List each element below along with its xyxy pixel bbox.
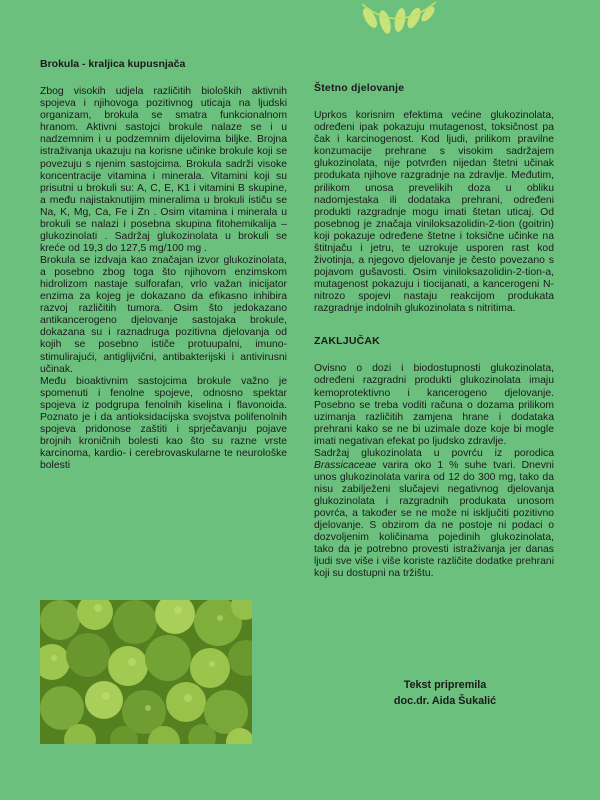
conclusion-paragraph-2: Sadržaj glukozinolata u povrću iz porodica Brassicaceae varira oko 1 % suhe tvari. Dnevni unos glukozinolata varira od 12 do 300 mg, tako da nisu zabilježeni slučajevi negativnog djelovanja glukozinolata i razgradnih produkata unosom povrća, a također se ne može ni isključiti pozitivno djelovanje. S obzirom da ne postoje ni podaci o dozvoljenim količinama pojedinih glukozinolata, tako da je potrebno provesti istraživanja jer danas ljudi sve više i više koriste različite dodatke prehrani koji su dostupni na tržištu. — [314, 447, 554, 580]
leaf-decoration-icon — [352, 0, 442, 42]
credits-label: Tekst pripremila — [403, 679, 487, 691]
author-credits — [370, 677, 520, 709]
author-name: doc.dr. Aida Šukalić — [393, 695, 497, 708]
brassicaceae-term: Brassicaceae — [314, 459, 377, 471]
harmful-effects-paragraph: Uprkos korisnim efektima većine glukozinolata, određeni ipak pokazuju mutagenost, toksičnost pa čak i karcinogenost. Kod ljudi, prilikom pravilne konzumacije prehrane s visokim sadržajem glukozinolata, nije potvrđen nijedan štetni učinak produkata njihove razgradnje na zdravlje. Međutim, prilikom unosa prevelikih doza u obliku nadomjestaka ili dodataka prehrani, određeni produkti razgradnje mogu imati štetan uticaj. Od posebnog je značaja viniloksazolidin-2-tion (goitrin) koji pokazuje određene štetne i toksične učinke na štitnjaču i jetru, te uzrokuje usporen rast kod životinja, a njegovo djelovanje je često povezano s pojavom gušavosti. Osim viniloksazolidin-2-tion-a, mutagenost pokazuju i tiocijanati, a kancerogeni N-nitrozo spojevi nastaju reakcijom produkata razgradnje indolnih glukozinolata s nitritima. — [314, 110, 554, 315]
intro-paragraph: Zbog visokih udjela različitih bioloških aktivnih spojeva i njihovoga pozitivnog uticaja na ljudski organizam, brokula se smatra funkcionalnom hranom. Aktivni sastojci brokule nalaze se i u nadzemnim i u podzemnim dijelovima biljke. Brojna istraživanja ukazuju na korisne učinke brokule koji se povezuju s njenim sastojcima. Brokula sadrži visoke koncentracije vitamina i minerala. Vitamini koji su prisutni u brokuli su: A, C, E, K1 i vitamini B skupine, a među najistaknutijim mineralima u brokuli ističu se Na, K, Mg, Ca, Fe i Zn . Osim vitamina i minerala u brokuli se nalazi i posebna skupina fitohemikalija –glukozinolati . Sadržaj glukozinolata u brokuli se kreće od 19,3 do 127,5 mg/100 mg . — [40, 86, 287, 254]
harmful-effects-heading: Štetno djelovanje — [314, 82, 405, 94]
article-title: Brokula - kraljica kupusnjača — [40, 58, 186, 70]
conclusion-paragraph-1: Ovisno o dozi i biodostupnosti glukozinolata, određeni razgradni produkti glukozinolata imaju kemoprotektivno i kancerogeno djelovanje. Posebno se treba voditi računa o dozama prilikom uzimanja različitih zamjena hrane i dodataka prehrani kako se ne bi uzimale doze koje bi mogle imati negativan efekat po ljudsko zdravlje. — [314, 363, 554, 447]
phenolic-paragraph: Među bioaktivnim sastojcima brokule važno je spomenuti i fenolne spojeve, odnosno spektar spojeva iz podgrupa fenolnih kiselina i flavonoida. Poznato je i da antioksidacijska svojstva polifenolnih spojeva pridonose zaštiti i sprječavanju pojave brojnih kroničnih bolesti kao što su razne vrste karcinoma, kardio- i cerebrovaskularne te neurološke bolesti — [40, 375, 287, 472]
conclusion-heading: ZAKLJUČAK — [314, 335, 380, 348]
left-column — [40, 58, 287, 472]
broccoli-image — [40, 600, 252, 744]
glucosinolate-paragraph: Brokula se izdvaja kao značajan izvor glukozinolata, a posebno zbog toga što njihovom enzimskom hidrolizom nastaje sulforafan, vrlo važan inicijator enzima za kojeg je dokazano da efikasno inhibira razvoj različitih tumora. Osim što jedokazano antikancerogeno djelovanje sastojaka brokule, dokazana su i raznadruga pozitivna djelovanja od kojih se posebno ističe protuupalni, imuno-stimulirajući, antiglijvični, antibakterijski i antivirusni učinak. — [40, 255, 287, 375]
right-column — [314, 82, 554, 581]
